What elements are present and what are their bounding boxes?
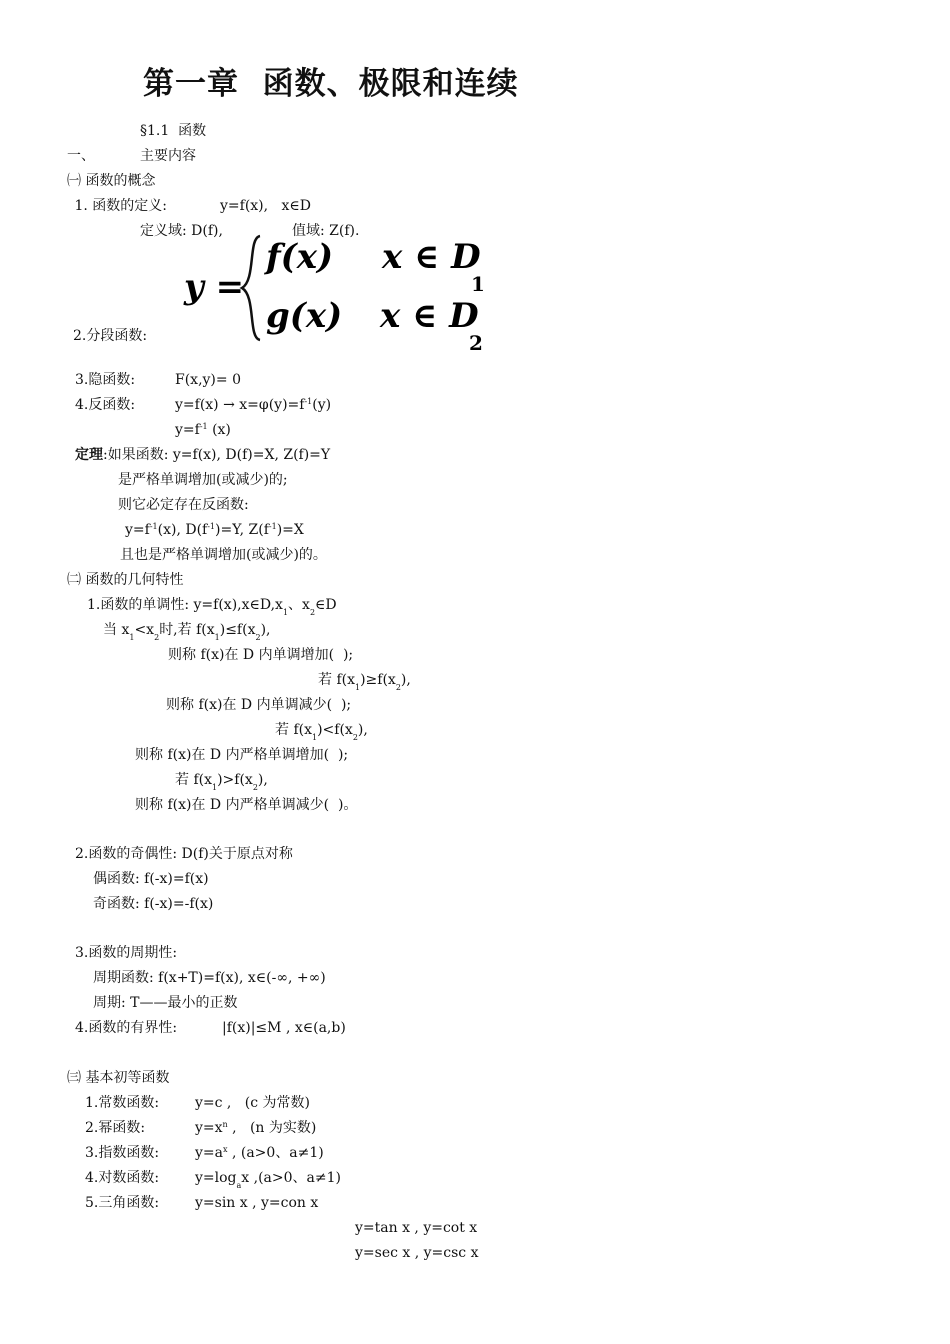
monotonic-then2: 则称 f(x)在 D 内单调减少( ); (166, 697, 352, 713)
domain-text: 定义域: D(f), (140, 223, 223, 239)
parity-label: 2.函数的奇偶性: D(f)关于原点对称 (75, 846, 293, 862)
chapter-title: 第一章 函数、极限和连续 (143, 66, 519, 102)
const-label: 1.常数函数: (85, 1095, 160, 1111)
formula-brace (242, 236, 260, 340)
part-number: 一、 (67, 148, 95, 164)
monotonic-if4: 若 $f(x_1)>f(x_2)$, (175, 772, 268, 792)
subsection-concept: ㈠ 函数的概念 (67, 173, 156, 189)
inverse-expr-a: $y=f(x) \to x=\varphi(y)=f^{-1}(y)$ (175, 397, 332, 413)
formula-row1-cond: x ∈ D (382, 237, 481, 277)
power-expr: $y=x^n$ , (n 为实数) (195, 1120, 317, 1136)
theorem-line1: 定理:如果函数: y=f(x), D(f)=X, Z(f)=Y (75, 447, 331, 463)
piecewise-formula (180, 228, 500, 358)
formula-row2-cond: x ∈ D (380, 296, 479, 336)
period-function: 周期函数: f(x+T)=f(x), x∈(-∞, +∞) (93, 970, 326, 986)
monotonic-then4: 则称 f(x)在 D 内严格单调减少( )。 (135, 797, 358, 813)
subsection-geometry: ㈡ 函数的几何特性 (67, 572, 184, 588)
period-min: 周期: T——最小的正数 (93, 995, 238, 1011)
trig-label: 5.三角函数: (85, 1195, 160, 1211)
implicit-label: 3.隐函数: (75, 372, 136, 388)
log-expr: $y=\log_ax$ ,(a>0、a≠1) (195, 1170, 341, 1190)
definition-label: 1. 函数的定义: (70, 198, 167, 214)
range-text: 值域: Z(f). (292, 223, 360, 239)
formula-row1-sub: 1 (471, 272, 485, 296)
parity-odd: 奇函数: f(-x)=-f(x) (93, 896, 214, 912)
const-expr: y=c , (c 为常数) (195, 1095, 310, 1111)
monotonic-then3: 则称 f(x)在 D 内严格单调增加( ); (135, 747, 349, 763)
section-heading: §1.1 函数 (140, 123, 207, 139)
parity-even: 偶函数: f(-x)=f(x) (93, 871, 209, 887)
theorem-line4: $y=f^{-1}(x)$, $D(f^{-1})=Y$, $Z(f^{-1})=X$ (125, 522, 304, 538)
exp-label: 3.指数函数: (85, 1145, 160, 1161)
theorem-line5: 且也是严格单调增加(或减少)的。 (120, 547, 327, 563)
formula-lhs: y = (184, 267, 245, 307)
monotonic-label: 1.函数的单调性: $y=f(x),x\in D,x_1$、$x_2\in D$ (87, 597, 337, 617)
theorem-label: 定理 (75, 447, 103, 463)
trig-line2: y=tan x , y=cot x (355, 1220, 478, 1236)
theorem-line2: 是严格单调增加(或减少)的; (118, 472, 288, 488)
monotonic-if3: 若 $f(x_1)<f(x_2)$, (275, 722, 368, 742)
bounded-label: 4.函数的有界性: (75, 1020, 178, 1036)
part-label: 主要内容 (140, 148, 196, 164)
monotonic-then1: 则称 f(x)在 D 内单调增加( ); (168, 647, 354, 663)
inverse-expr-b: $y=f^{-1}$ (x) (175, 422, 231, 438)
log-label: 4.对数函数: (85, 1170, 160, 1186)
trig-line3: y=sec x , y=csc x (355, 1245, 479, 1261)
formula-row2-fn: g(x) (266, 296, 343, 336)
piecewise-label: 2.分段函数: (73, 328, 148, 344)
power-label: 2.幂函数: (85, 1120, 146, 1136)
formula-row1-fn: f(x) (266, 237, 334, 277)
subsection-basic: ㈢ 基本初等函数 (67, 1070, 170, 1086)
definition-expr: y=f(x), x∈D (220, 198, 311, 214)
inverse-label: 4.反函数: (75, 397, 136, 413)
exp-expr: $y=a^x$ , (a>0、a≠1) (195, 1145, 324, 1161)
formula-row2-sub: 2 (469, 331, 483, 355)
monotonic-when: 当 $x_1<x_2$时,若 $f(x_1)\le f(x_2)$, (103, 622, 271, 642)
trig-line1: y=sin x , y=con x (195, 1195, 319, 1211)
bounded-expr: |f(x)|≤M , x∈(a,b) (222, 1020, 346, 1036)
implicit-expr: F(x,y)= 0 (175, 372, 241, 388)
theorem-line3: 则它必定存在反函数: (118, 497, 249, 513)
monotonic-if2: 若 $f(x_1)\ge f(x_2)$, (318, 672, 411, 692)
period-label: 3.函数的周期性: (75, 945, 178, 961)
